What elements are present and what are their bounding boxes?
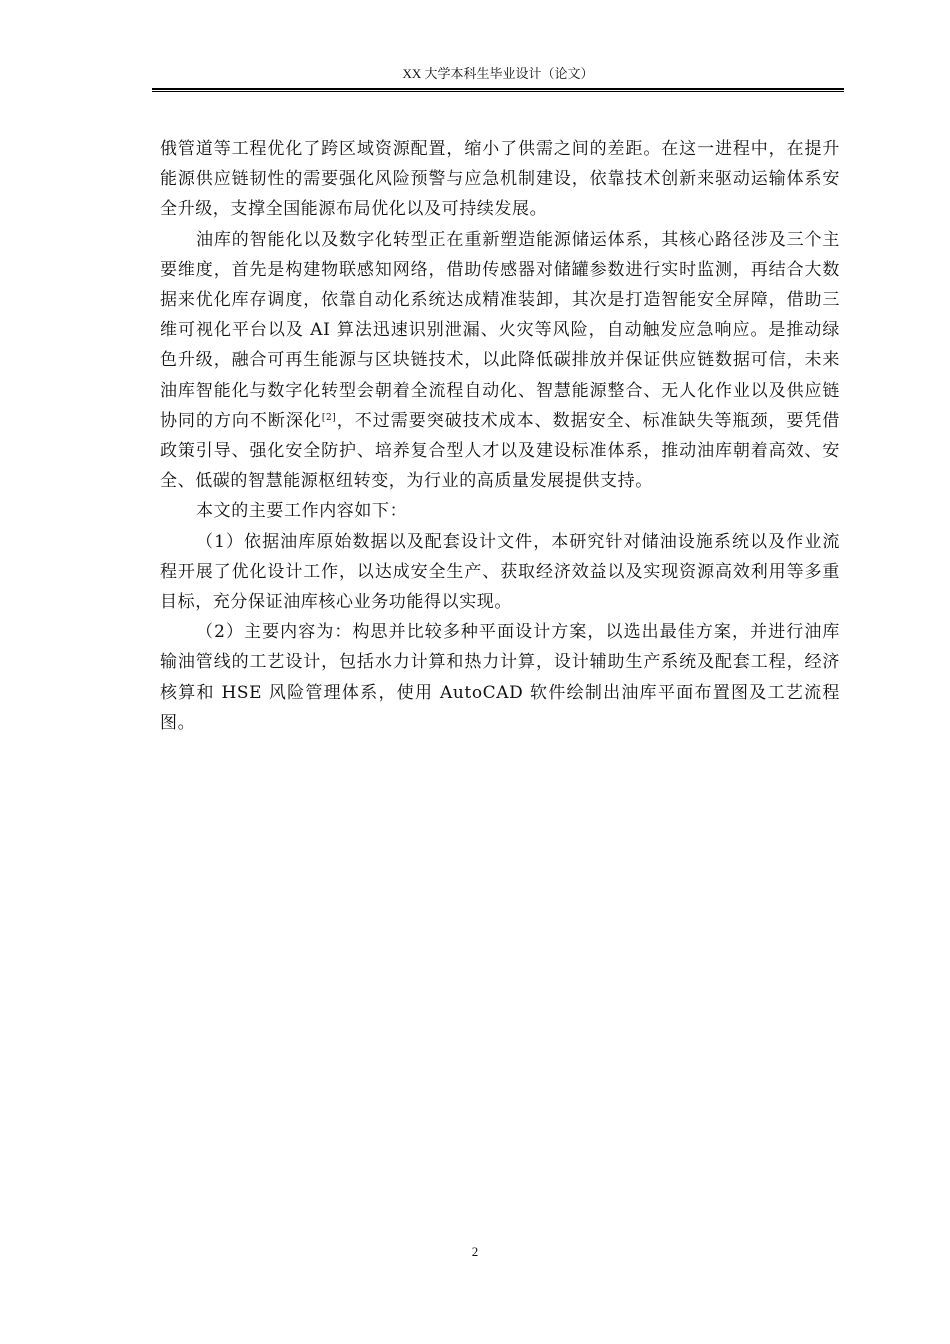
body-text [160, 134, 840, 738]
paragraph-5: （2）主要内容为：构思并比较多种平面设计方案，以选出最佳方案，并进行油库输油管线的工艺设计，包括水力计算和热力计算，设计辅助生产系统及配套工程，经济核算和 HSE 风险管理体系，使用 AutoCAD 软件绘制出油库平面布置图及工艺流程图。 [160, 622, 840, 733]
paragraph-2 [160, 225, 840, 497]
paragraph-1: 俄管道等工程优化了跨区域资源配置，缩小了供需之间的差距。在这一进程中，在提升能源供应链韧性的需要强化风险预警与应急机制建设，依靠技术创新来驱动运输体系安全升级，支撑全国能源布局优化以及可持续发展。 [160, 139, 840, 220]
header-rule [152, 88, 844, 92]
paragraph-4: （1）依据油库原始数据以及配套设计文件，本研究针对储油设施系统以及作业流程开展了优化设计工作，以达成安全生产、获取经济效益以及实现资源高效利用等多重目标，充分保证油库核心业务功能得以实现。 [160, 531, 840, 613]
paragraph-3: 本文的主要工作内容如下： [196, 501, 408, 522]
page-number: 2 [471, 1244, 479, 1259]
paragraph-2-text: 油库的智能化以及数字化转型正在重新塑造能源储运体系，其核心路径涉及三个主要维度，首先是构建物联感知网络，借助传感器对储罐参数进行实时监测，再结合大数据来优化库存调度，依靠自动化系统达成精准装卸，其次是打造智能安全屏障，借助三维可视化平台以及 AI 算法迅速识别泄漏、火灾等风险，自动触发应急响应。是推动绿色升级，融合可再生能源与区块链技术，以此降低碳排放并保证供应链数据可信，未来油库智能化与数字化转型会朝着全流程自动化、智慧能源整合、无人化作业以及供应链协同的方向不断深化 [160, 229, 840, 431]
page-header-title: XX 大学本科生毕业设计（论文） [402, 66, 594, 81]
citation-ref: [2] [321, 412, 337, 423]
paragraph-2-text-cont: ，不过需要突破技术成本、数据安全、标准缺失等瓶颈，要凭借政策引导、强化安全防护、培养复合型人才以及建设标准体系，推动油库朝着高效、安全、低碳的智慧能源枢纽转变，为行业的高质量发展提供支持。 [160, 410, 840, 492]
